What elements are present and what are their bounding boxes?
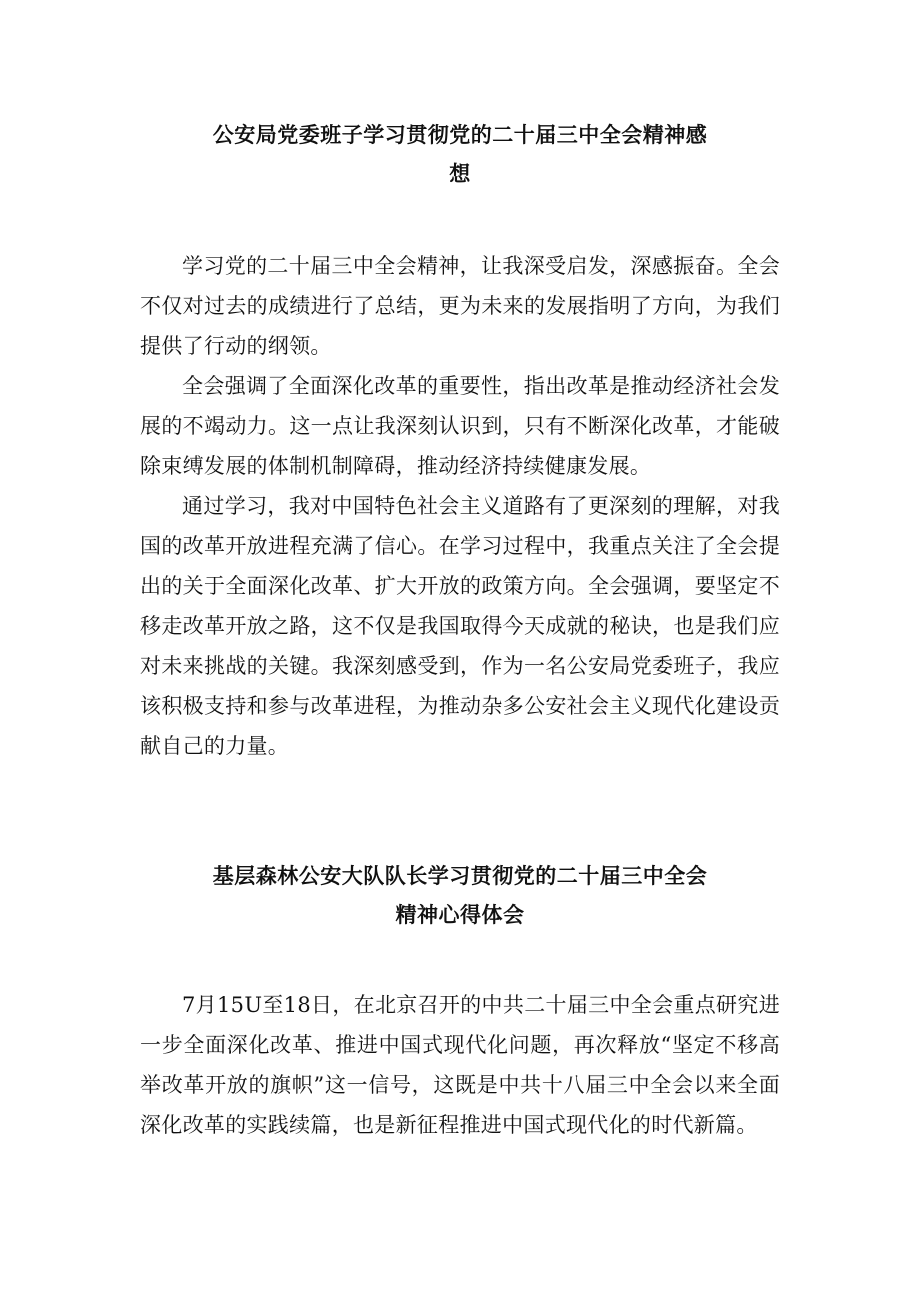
section-2-heading <box>0 857 920 935</box>
section-1-title-line-1: 公安局党委班子学习贯彻党的二十届三中全会精神感 <box>212 123 708 147</box>
section-1-title-line-2: 想 <box>449 162 471 186</box>
section-1-heading <box>0 116 920 194</box>
section-2-paragraph-1: 7月15U至18日，在北京召开的中共二十届三中全会重点研究进一步全面深化改革、推进中国式现代化问题，再次释放“坚定不移高举改革开放的旗帜”这一信号，这既是中共十八届三中全会以来全面深化改革的实践续篇，也是新征程推进中国式现代化的时代新篇。 <box>140 993 780 1137</box>
section-2-title-line-1: 基层森林公安大队队长学习贯彻党的二十届三中全会 <box>212 864 708 888</box>
section-1-paragraph-2: 全会强调了全面深化改革的重要性，指出改革是推动经济社会发展的不竭动力。这一点让我深刻认识到，只有不断深化改革，才能破除束缚发展的体制机制障碍，推动经济持续健康发展。 <box>140 374 780 478</box>
section-1-paragraph-1: 学习党的二十届三中全会精神，让我深受启发，深感振奋。全会不仅对过去的成绩进行了总结，更为未来的发展指明了方向，为我们提供了行动的纲领。 <box>140 254 780 358</box>
section-2-body <box>0 985 920 1145</box>
section-1-paragraph-3: 通过学习，我对中国特色社会主义道路有了更深刻的理解，对我国的改革开放进程充满了信心。在学习过程中，我重点关注了全会提出的关于全面深化改革、扩大开放的政策方向。全会强调，要坚定不移走改革开放之路，这不仅是我国取得今天成就的秘诀，也是我们应对未来挑战的关键。我深刻感受到，作为一名公安局党委班子，我应该积极支持和参与改革进程，为推动杂多公安社会主义现代化建设贡献自己的力量。 <box>140 494 780 758</box>
section-2-title <box>0 857 920 935</box>
section-1-body <box>0 246 920 766</box>
section-2-title-line-2: 精神心得体会 <box>395 903 525 927</box>
section-1-title <box>0 116 920 194</box>
